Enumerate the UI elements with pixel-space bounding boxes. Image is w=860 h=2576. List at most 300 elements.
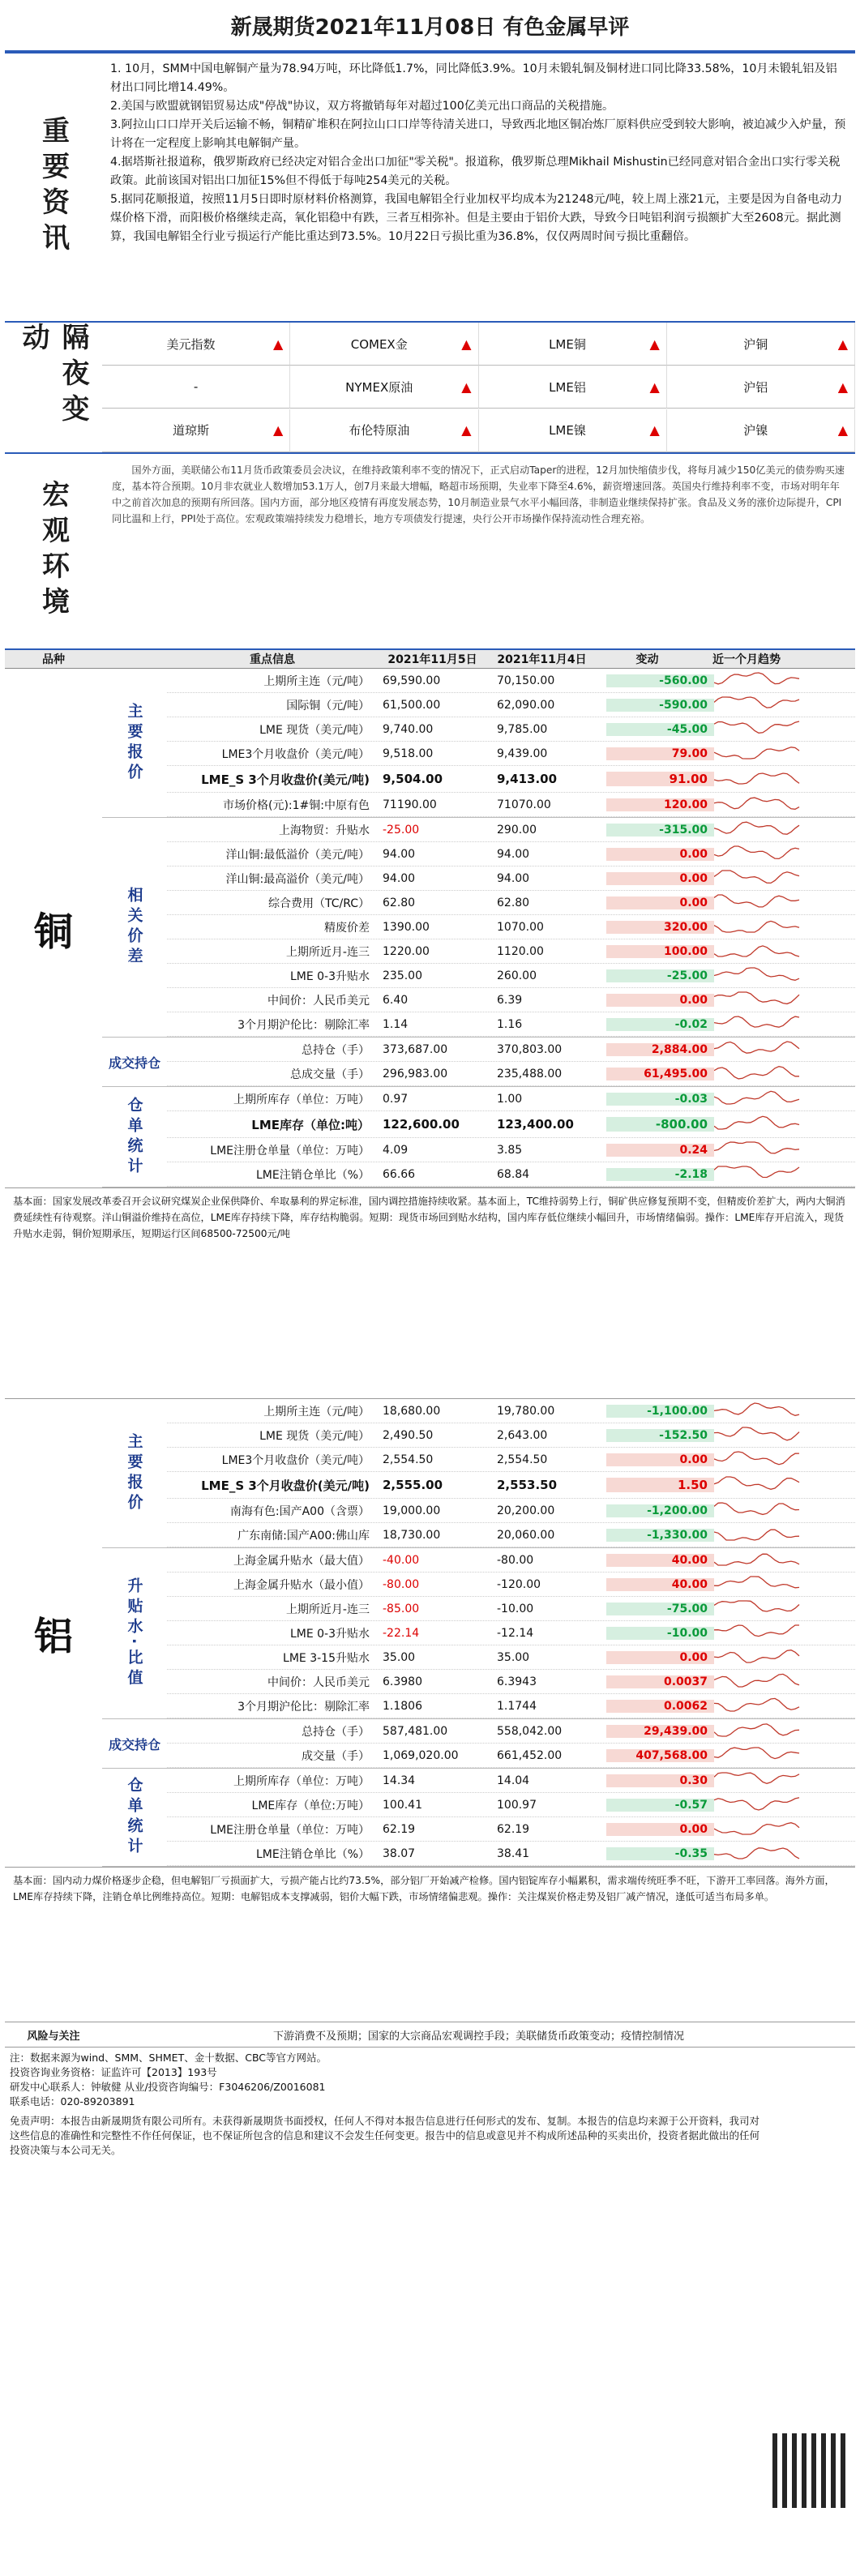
group-label bbox=[102, 1087, 167, 1187]
value-change: -1,100.00 bbox=[606, 1405, 714, 1418]
trend-sparkline bbox=[714, 794, 803, 812]
metric-name: 广东南储:国产A00:佛山库 bbox=[237, 1529, 370, 1543]
aluminum-note: 基本面：国内动力煤价格逐步企稳，但电解铝厂亏损面扩大，亏损产能占比约73.5%，部分铝厂开始减产检修。国内铝锭库存小幅累积，需求端传统旺季不旺，下游开工率回落。海外方面，LME库存持续下降，注销仓单比例维持高位。短期：电解铝成本支撑减弱，铝价大幅下跌，市场情绪偏悲观。操作：关注煤炭价格走势及铝厂减产情况，逢低可适当布局多单。 bbox=[5, 1868, 855, 2022]
value-current: 66.66 bbox=[383, 1167, 416, 1181]
news-item: 3.阿拉山口口岸开关后运输不畅，铜精矿堆积在阿拉山口口岸等待清关进口，导致西北地区铜冶炼厂原料供应受到较大影响，被迫减少入炉量，预计将在一定程度上影响其电解铜产量。 bbox=[110, 118, 846, 150]
trend-line bbox=[714, 1847, 799, 1858]
up-arrow-icon: ▲ bbox=[461, 379, 472, 395]
value-previous: 1120.00 bbox=[497, 944, 544, 958]
table-row bbox=[167, 1448, 855, 1472]
value-change: -0.03 bbox=[606, 1093, 714, 1106]
trend-line bbox=[714, 1625, 799, 1637]
trend-sparkline bbox=[714, 1843, 803, 1861]
trend-sparkline bbox=[714, 1525, 803, 1543]
col-header-date2: 2021年11月4日 bbox=[497, 653, 587, 666]
overnight-grid bbox=[102, 323, 855, 452]
value-change: 1.50 bbox=[606, 1478, 714, 1492]
group-label bbox=[102, 1769, 167, 1866]
metric-name: 国际铜（元/吨） bbox=[286, 699, 370, 712]
trend-sparkline bbox=[714, 1063, 803, 1081]
trend-cell bbox=[714, 1164, 811, 1185]
trend-sparkline bbox=[714, 1574, 803, 1592]
metric-name: 洋山铜:最低溢价（美元/吨） bbox=[225, 848, 370, 862]
value-change: -2.18 bbox=[606, 1168, 714, 1181]
news-item: 4.据塔斯社报道称，俄罗斯政府已经决定对铝合金出口加征"零关税"。报道称，俄罗斯总理Mikhail Mishustin已经同意对铝合金出口实行零关税政策。此前该国对铝出口加征15%但不得低于每吨254美元的关税。 bbox=[110, 156, 841, 187]
trend-sparkline bbox=[714, 1014, 803, 1032]
table-row bbox=[167, 742, 855, 766]
trend-sparkline bbox=[714, 965, 803, 983]
trend-line bbox=[714, 846, 799, 858]
metric-name: LME 0-3升贴水 bbox=[289, 1627, 370, 1641]
value-change: -590.00 bbox=[606, 699, 714, 712]
table-row bbox=[167, 1111, 855, 1138]
footer-line: 注：数据来源为wind、SMM、SHMET、金十数据、CBC等官方网站。 bbox=[10, 2052, 327, 2064]
table-row bbox=[167, 1499, 855, 1523]
overnight-item bbox=[667, 366, 855, 409]
value-previous: 94.00 bbox=[497, 871, 530, 885]
group-label-text: 主要报价 bbox=[125, 702, 143, 784]
value-current: -25.00 bbox=[383, 823, 420, 837]
value-previous: -10.00 bbox=[497, 1602, 534, 1615]
trend-sparkline bbox=[714, 892, 803, 910]
table-row bbox=[167, 1670, 855, 1694]
value-previous: 6.3943 bbox=[497, 1675, 537, 1688]
metric-name: LME 现货（美元/吨） bbox=[259, 723, 370, 737]
group-label bbox=[102, 1719, 167, 1768]
trend-sparkline bbox=[714, 1770, 803, 1788]
trend-cell bbox=[714, 1140, 811, 1161]
trend-line bbox=[714, 1650, 799, 1662]
trend-sparkline bbox=[714, 1401, 803, 1419]
metric-name: LME 0-3升贴水 bbox=[289, 969, 370, 983]
metric-name: LME注册仓单量（单位：万吨） bbox=[210, 1144, 370, 1157]
metric-name: 上海金属升贴水（最小值） bbox=[233, 1578, 370, 1592]
aluminum-label: 铝 bbox=[33, 1614, 73, 1659]
value-current: 0.97 bbox=[383, 1092, 409, 1106]
overnight-item bbox=[102, 366, 290, 409]
value-previous: 100.97 bbox=[497, 1798, 537, 1812]
trend-cell bbox=[714, 1525, 811, 1546]
trend-sparkline bbox=[714, 1671, 803, 1689]
trend-cell bbox=[714, 990, 811, 1011]
metric-group bbox=[102, 1038, 855, 1087]
up-arrow-icon: ▲ bbox=[461, 336, 472, 352]
value-previous: 71070.00 bbox=[497, 798, 551, 811]
table-row bbox=[167, 1472, 855, 1499]
metric-name: 3个月期沪伦比：剔除汇率 bbox=[237, 1018, 370, 1032]
trend-cell bbox=[714, 844, 811, 865]
value-previous: 70,150.00 bbox=[497, 674, 555, 687]
value-change: 40.00 bbox=[606, 1554, 714, 1567]
value-change: 0.00 bbox=[606, 1651, 714, 1664]
value-previous: 290.00 bbox=[497, 823, 537, 837]
trend-line bbox=[714, 1698, 799, 1711]
metric-group bbox=[102, 1087, 855, 1187]
trend-cell bbox=[714, 670, 811, 691]
overnight-item-label: - bbox=[193, 379, 199, 395]
value-previous: 62.80 bbox=[497, 896, 530, 909]
trend-cell bbox=[714, 1574, 811, 1595]
trend-sparkline bbox=[714, 1500, 803, 1518]
table-row bbox=[167, 988, 855, 1012]
col-header-variety: 品种 bbox=[42, 653, 65, 666]
trend-line bbox=[714, 1042, 799, 1053]
trend-sparkline bbox=[714, 670, 803, 688]
metric-name: 市场价格(元):1#铜:中原有色 bbox=[223, 798, 370, 812]
news-item: 5.据同花顺报道，按照11月5日即时原材料价格测算，我国电解铝全行业加权平均成本为21248元/吨，较上周上涨21元，主要是因为自备电动力煤价格下滑，而阳极价格继续走高，氧化铝稳中有跌，三者互相弥补。但是主要由于铝价大跌，导致今日吨铝利润亏损额扩大至2608元。据此测算，我国电解铝全行业亏损运行产能比重达到73.5%。10月22日亏损比重为36.8%，仅仅两周时间亏损比重翻倍。 bbox=[110, 193, 843, 243]
value-previous: 35.00 bbox=[497, 1650, 530, 1664]
trend-line bbox=[714, 1116, 799, 1129]
copper-label: 铜 bbox=[33, 909, 73, 955]
metric-group bbox=[102, 669, 855, 818]
value-current: 2,554.50 bbox=[383, 1453, 434, 1466]
table-row bbox=[167, 1062, 855, 1086]
value-previous: -120.00 bbox=[497, 1577, 541, 1591]
trend-line bbox=[714, 968, 799, 980]
table-row bbox=[167, 1012, 855, 1037]
metric-name: 中间价：人民币美元 bbox=[267, 1675, 370, 1689]
trend-line bbox=[714, 773, 799, 784]
metric-name: 上期所库存（单位：万吨） bbox=[233, 1774, 370, 1788]
value-current: 19,000.00 bbox=[383, 1504, 441, 1517]
value-change: 40.00 bbox=[606, 1578, 714, 1591]
value-change: -800.00 bbox=[606, 1117, 714, 1132]
trend-line bbox=[714, 1142, 799, 1153]
trend-sparkline bbox=[714, 1598, 803, 1616]
value-change: 0.00 bbox=[606, 1823, 714, 1836]
table-row bbox=[167, 1842, 855, 1866]
value-current: 1390.00 bbox=[383, 920, 430, 934]
trend-sparkline bbox=[714, 1721, 803, 1739]
trend-sparkline bbox=[714, 1164, 803, 1182]
trend-cell bbox=[714, 1819, 811, 1840]
table-row bbox=[167, 1399, 855, 1423]
value-previous: 1070.00 bbox=[497, 920, 544, 934]
value-current: -22.14 bbox=[383, 1626, 420, 1640]
up-arrow-icon: ▲ bbox=[649, 336, 660, 352]
table-row bbox=[167, 867, 855, 891]
group-label-text: 仓单统计 bbox=[125, 1777, 143, 1858]
overnight-item-label: LME铝 bbox=[549, 379, 586, 395]
table-row bbox=[167, 1645, 855, 1670]
overnight-item-label: 布伦特原油 bbox=[349, 423, 410, 439]
trend-sparkline bbox=[714, 1745, 803, 1763]
group-label bbox=[102, 1399, 167, 1547]
metric-name: LME注销仓单比（%） bbox=[255, 1168, 370, 1182]
trend-line bbox=[714, 1723, 799, 1735]
overnight-item bbox=[479, 366, 667, 409]
overnight-item-label: 道琼斯 bbox=[172, 423, 209, 439]
value-previous: 370,803.00 bbox=[497, 1042, 563, 1056]
value-change: -25.00 bbox=[606, 969, 714, 982]
trend-sparkline bbox=[714, 1114, 803, 1132]
metric-name: LME 3-15升贴水 bbox=[283, 1651, 370, 1665]
table-row bbox=[167, 1694, 855, 1718]
metric-group bbox=[102, 1769, 855, 1867]
trend-cell bbox=[714, 1401, 811, 1422]
overnight-item bbox=[102, 323, 290, 366]
trend-cell bbox=[714, 1114, 811, 1135]
value-current: 296,983.00 bbox=[383, 1067, 448, 1080]
col-header-info: 重点信息 bbox=[250, 653, 295, 666]
macro-section bbox=[5, 454, 855, 650]
risk-text: 下游消费不及预期；国家的大宗商品宏观调控手段；美联储货币政策变动；疫情控制情况 bbox=[272, 2030, 684, 2043]
trend-line bbox=[714, 1427, 799, 1440]
trend-cell bbox=[714, 1647, 811, 1668]
value-current: -80.00 bbox=[383, 1577, 420, 1591]
metric-name: 上海物贸：升贴水 bbox=[279, 824, 370, 837]
value-change: 0.24 bbox=[606, 1144, 714, 1157]
value-previous: 9,785.00 bbox=[497, 722, 548, 736]
value-current: 1,069,020.00 bbox=[383, 1748, 459, 1762]
value-previous: 2,643.00 bbox=[497, 1428, 548, 1442]
value-change: 0.30 bbox=[606, 1774, 714, 1787]
value-previous: 14.04 bbox=[497, 1774, 530, 1787]
metric-name: LME库存（单位:吨） bbox=[251, 1117, 370, 1132]
value-change: 120.00 bbox=[606, 798, 714, 811]
trend-line bbox=[714, 871, 799, 883]
trend-cell bbox=[714, 1623, 811, 1644]
trend-line bbox=[714, 895, 799, 907]
table-row bbox=[167, 1038, 855, 1062]
trend-line bbox=[714, 1166, 799, 1178]
value-current: 6.40 bbox=[383, 993, 409, 1007]
value-change: -1,330.00 bbox=[606, 1529, 714, 1542]
table-row bbox=[167, 717, 855, 742]
table-row bbox=[167, 1548, 855, 1573]
table-row bbox=[167, 1573, 855, 1597]
table-row bbox=[167, 1719, 855, 1744]
value-previous: 3.85 bbox=[497, 1143, 523, 1157]
value-change: 29,439.00 bbox=[606, 1725, 714, 1738]
trend-sparkline bbox=[714, 990, 803, 1008]
value-current: 35.00 bbox=[383, 1650, 416, 1664]
trend-line bbox=[714, 992, 799, 1003]
trend-line bbox=[714, 1577, 799, 1588]
macro-text: 国外方面，美联储公布11月货币政策委员会决议，在维持政策利率不变的情况下，正式启动Taper的进程，12月加快缩债步伐，将每月减少150亿美元的债券购买速度，基本符合预期。10月非农就业人数增加53.1万人，创7月来最大增幅，略超市场预期，失业率下降至4.6%，薪资增速回落。英国央行维持利率不变，市场对明年年中之前首次加息的预期有所回落。国内方面，部分地区疫情有再度发展态势，10月制造业景气水平小幅回落，非制造业继续保持扩张。食品及义务的涨价边际提升，CPI同比温和上行，PPI处于高位。宏观政策端持续发力稳增长，地方专项债发行提速，央行公开市场操作保持流动性合理充裕。 bbox=[112, 464, 845, 524]
trend-cell bbox=[714, 819, 811, 841]
trend-cell bbox=[714, 1425, 811, 1446]
value-previous: 1.16 bbox=[497, 1017, 523, 1031]
value-current: 373,687.00 bbox=[383, 1042, 448, 1056]
trend-sparkline bbox=[714, 1550, 803, 1568]
group-label bbox=[102, 818, 167, 1037]
value-current: 9,504.00 bbox=[383, 772, 443, 786]
value-current: 6.3980 bbox=[383, 1675, 422, 1688]
group-label-text: 仓单统计 bbox=[125, 1096, 143, 1178]
trend-cell bbox=[714, 917, 811, 938]
trend-sparkline bbox=[714, 1623, 803, 1641]
trend-cell bbox=[714, 1474, 811, 1496]
metric-name: 上期所主连（元/吨） bbox=[263, 1405, 370, 1419]
metric-name: LME库存（单位:万吨） bbox=[251, 1799, 370, 1812]
copper-note: 基本面：国家发展改革委召开会议研究煤炭企业保供降价、牟取暴利的界定标准，国内调控措施持续收紧。基本面上，TC维持弱势上行，铜矿供应修复预期不变，但精废价差扩大，两内大铜消费延续性有待观察。洋山铜溢价维持在高位，LME库存持续下降，库存结构脆弱。短期：现货市场回到贴水结构，国内库存低位继续小幅回升，市场情绪偏弱。操作：LME库存开启流入，现货升贴水走弱，铜价短期承压，短期运行区间68500-72500元/吨 bbox=[5, 1188, 855, 1399]
trend-sparkline bbox=[714, 1039, 803, 1057]
metric-name: LME_S 3个月收盘价(美元/吨) bbox=[201, 1478, 370, 1493]
group-label-text: 升贴水·比值 bbox=[125, 1577, 143, 1690]
overnight-section bbox=[5, 323, 855, 454]
news-section bbox=[5, 53, 855, 323]
trend-line bbox=[714, 1066, 799, 1078]
metric-group bbox=[102, 1399, 855, 1548]
value-current: 38.07 bbox=[383, 1846, 416, 1860]
value-current: 18,730.00 bbox=[383, 1528, 441, 1542]
trend-sparkline bbox=[714, 1819, 803, 1837]
value-change: 0.00 bbox=[606, 994, 714, 1007]
value-current: 94.00 bbox=[383, 847, 416, 861]
value-current: 62.80 bbox=[383, 896, 416, 909]
trend-cell bbox=[714, 965, 811, 986]
up-arrow-icon: ▲ bbox=[272, 422, 284, 439]
trend-line bbox=[714, 747, 799, 758]
trend-sparkline bbox=[714, 1647, 803, 1665]
col-header-change: 变动 bbox=[635, 653, 659, 666]
trend-line bbox=[714, 1530, 799, 1540]
value-previous: -12.14 bbox=[497, 1626, 534, 1640]
group-label-text: 主要报价 bbox=[125, 1432, 143, 1514]
trend-sparkline bbox=[714, 868, 803, 886]
trend-sparkline bbox=[714, 1696, 803, 1714]
value-previous: 2,554.50 bbox=[497, 1453, 548, 1466]
trend-sparkline bbox=[714, 1425, 803, 1443]
up-arrow-icon: ▲ bbox=[837, 422, 848, 439]
up-arrow-icon: ▲ bbox=[649, 379, 660, 395]
footer-line: 联系电话：020-89203891 bbox=[10, 2095, 135, 2107]
table-row bbox=[167, 1793, 855, 1817]
overnight-item-label: 美元指数 bbox=[166, 336, 216, 352]
table-header bbox=[5, 650, 855, 669]
trend-line bbox=[714, 1452, 799, 1465]
table-row bbox=[167, 842, 855, 867]
trend-line bbox=[714, 822, 799, 834]
value-current: 100.41 bbox=[383, 1798, 422, 1812]
value-change: 2,884.00 bbox=[606, 1043, 714, 1056]
table-row bbox=[167, 1769, 855, 1793]
trend-cell bbox=[714, 794, 811, 815]
table-row bbox=[167, 1817, 855, 1842]
value-change: 407,568.00 bbox=[606, 1749, 714, 1762]
trend-cell bbox=[714, 1039, 811, 1060]
copper-block bbox=[5, 669, 855, 1188]
value-change: 79.00 bbox=[606, 747, 714, 760]
trend-line bbox=[714, 798, 799, 809]
trend-line bbox=[714, 1503, 799, 1514]
trend-sparkline bbox=[714, 743, 803, 761]
trend-cell bbox=[714, 1696, 811, 1717]
value-current: 9,740.00 bbox=[383, 722, 434, 736]
metric-name: 精废价差 bbox=[324, 921, 370, 935]
value-current: 94.00 bbox=[383, 871, 416, 885]
trend-sparkline bbox=[714, 1089, 803, 1106]
overnight-item bbox=[290, 366, 478, 409]
metric-name: 上期所近月-连三 bbox=[285, 945, 370, 959]
value-change: -1,200.00 bbox=[606, 1504, 714, 1517]
trend-sparkline bbox=[714, 917, 803, 935]
table-row bbox=[167, 964, 855, 988]
footer-line: 研发中心联系人：钟敏健 从业/投资咨询编号：F3046206/Z0016081 bbox=[10, 2081, 326, 2093]
value-current: 1220.00 bbox=[383, 944, 430, 958]
value-change: -152.50 bbox=[606, 1429, 714, 1442]
trend-sparkline bbox=[714, 819, 803, 837]
value-current: -85.00 bbox=[383, 1602, 420, 1615]
value-current: -40.00 bbox=[383, 1553, 420, 1567]
group-label-text: 成交持仓 bbox=[108, 1736, 160, 1752]
value-change: 61,495.00 bbox=[606, 1068, 714, 1080]
value-previous: 2,553.50 bbox=[497, 1478, 558, 1492]
value-previous: 260.00 bbox=[497, 969, 537, 982]
trend-sparkline bbox=[714, 1474, 803, 1492]
trend-cell bbox=[714, 868, 811, 889]
news-item: 2.美国与欧盟就钢铝贸易达成"停战"协议，双方将撤销每年对超过100亿美元出口商品的关税措施。 bbox=[110, 100, 614, 113]
table-row bbox=[167, 793, 855, 817]
metric-name: 总成交量（手） bbox=[290, 1068, 370, 1081]
group-label-text: 相关价差 bbox=[125, 887, 143, 968]
metric-name: LME3个月收盘价（美元/吨） bbox=[221, 747, 370, 761]
metric-name: 成交量（手） bbox=[302, 1749, 370, 1763]
trend-cell bbox=[714, 941, 811, 962]
value-previous: 235,488.00 bbox=[497, 1067, 563, 1080]
news-label: 重要资讯 bbox=[36, 116, 70, 259]
value-change: -45.00 bbox=[606, 723, 714, 736]
table-row bbox=[167, 1744, 855, 1768]
value-change: 0.00 bbox=[606, 872, 714, 885]
overnight-item-label: NYMEX原油 bbox=[345, 379, 413, 395]
value-previous: 123,400.00 bbox=[497, 1117, 574, 1132]
table-row bbox=[167, 939, 855, 964]
value-current: 61,500.00 bbox=[383, 698, 441, 712]
metric-name: 上海金属升贴水（最大值） bbox=[233, 1554, 370, 1568]
value-previous: 94.00 bbox=[497, 847, 530, 861]
table-row bbox=[167, 669, 855, 693]
metric-name: LME 现货（美元/吨） bbox=[259, 1429, 370, 1443]
value-previous: 62,090.00 bbox=[497, 698, 555, 712]
value-change: -75.00 bbox=[606, 1603, 714, 1615]
value-current: 1.14 bbox=[383, 1017, 409, 1031]
trend-cell bbox=[714, 1745, 811, 1766]
overnight-label: 隔夜变动 bbox=[17, 323, 89, 430]
group-label bbox=[102, 1038, 167, 1086]
trend-cell bbox=[714, 1795, 811, 1816]
group-label-text: 成交持仓 bbox=[108, 1055, 160, 1071]
trend-line bbox=[714, 921, 799, 932]
metric-group bbox=[102, 818, 855, 1038]
value-change: 100.00 bbox=[606, 945, 714, 958]
trend-line bbox=[714, 1674, 799, 1687]
trend-line bbox=[714, 673, 799, 684]
trend-sparkline bbox=[714, 1795, 803, 1812]
value-previous: 9,413.00 bbox=[497, 772, 558, 786]
trend-sparkline bbox=[714, 1449, 803, 1467]
metric-name: LME注销仓单比（%） bbox=[255, 1847, 370, 1861]
value-current: 122,600.00 bbox=[383, 1117, 460, 1132]
trend-cell bbox=[714, 1089, 811, 1110]
value-previous: 661,452.00 bbox=[497, 1748, 563, 1762]
metric-name: 上期所主连（元/吨） bbox=[263, 674, 370, 688]
trend-cell bbox=[714, 892, 811, 914]
value-current: 587,481.00 bbox=[383, 1724, 448, 1738]
trend-sparkline bbox=[714, 719, 803, 737]
news-label-cell bbox=[5, 53, 102, 321]
macro-label: 宏观环境 bbox=[36, 480, 70, 623]
value-change: 91.00 bbox=[606, 772, 714, 786]
metric-group bbox=[102, 1719, 855, 1769]
table-row bbox=[167, 1523, 855, 1547]
trend-cell bbox=[714, 719, 811, 740]
value-previous: 558,042.00 bbox=[497, 1724, 563, 1738]
value-previous: 20,200.00 bbox=[497, 1504, 555, 1517]
trend-cell bbox=[714, 1063, 811, 1085]
news-item: 1. 10月，SMM中国电解铜产量为78.94万吨，环比降低1.7%，同比降低3.9%。10月未锻轧铜及铜材进口同比降33.58%，10月未锻轧铝及铝材出口同比增14.49%。 bbox=[110, 62, 837, 94]
